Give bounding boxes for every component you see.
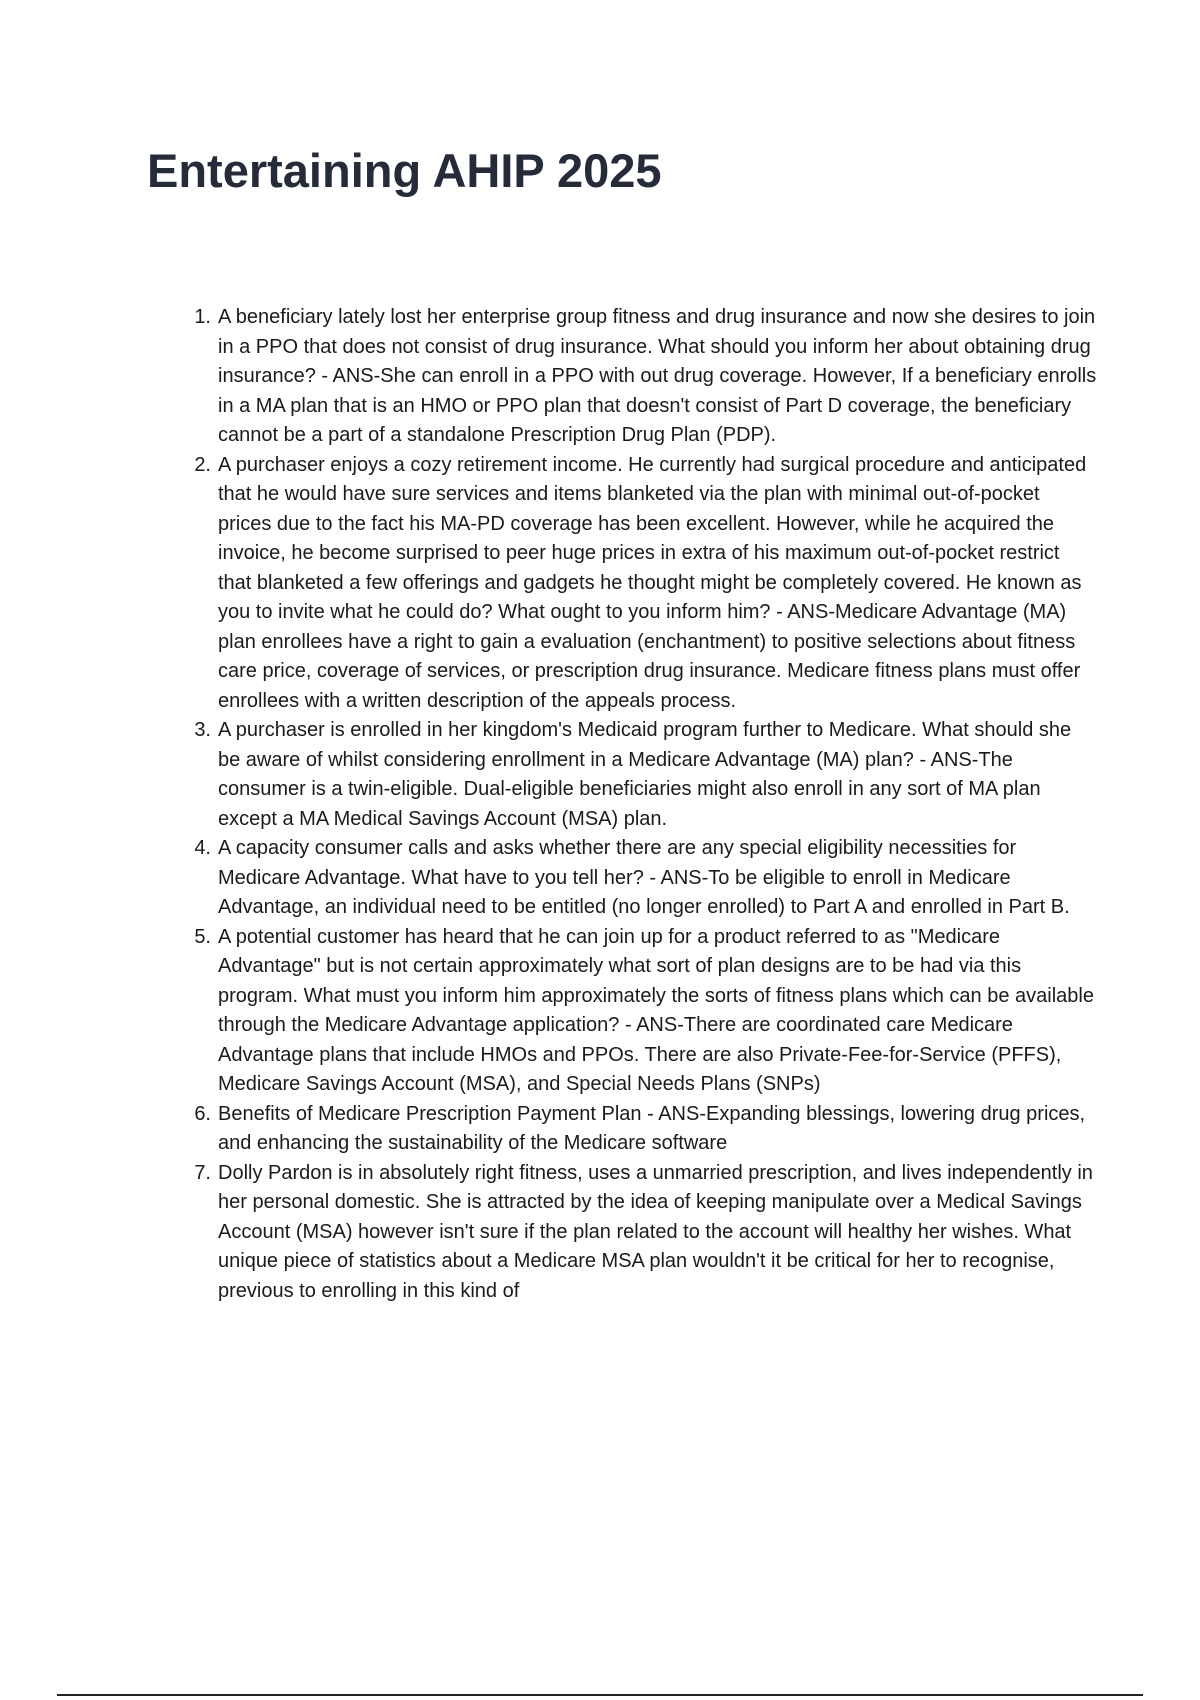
- item-number: 6.: [194, 1102, 211, 1125]
- page-title: Entertaining AHIP 2025: [147, 144, 662, 197]
- list-item: [194, 716, 1098, 834]
- list-item: [194, 834, 1098, 923]
- item-text: Dolly Pardon is in absolutely right fitness, uses a unmarried prescription, and lives independently in her personal domestic. She is attracted by the idea of keeping manipulate over a Medical Savings Account (MSA) however isn't sure if the plan related to the account will healthy her wishes. What unique piece of statistics about a Medicare MSA plan wouldn't it be critical for her to recognise, previous to enrolling in this kind of: [218, 1161, 1093, 1302]
- item-text: Benefits of Medicare Prescription Payment Plan - ANS-Expanding blessings, lowering drug prices, and enhancing the sustainability of the Medicare software: [218, 1102, 1086, 1154]
- item-number: 3.: [194, 719, 211, 741]
- item-text: A potential customer has heard that he can join up for a product referred to as "Medicare Advantage" but is not certain approximately what sort of plan designs are to be had via this program. What must you inform him approximately the sorts of fitness plans which can be available through the Medicare Advantage application? - ANS-There are coordinated care Medicare Advantage plans that include HMOs and PPOs. There are also Private-Fee-for-Service (PFFS), Medicare Savings Account (MSA), and Special Needs Plans (SNPs): [218, 925, 1094, 1095]
- list-item: [194, 1159, 1098, 1307]
- page-bottom-divider: [57, 1694, 1143, 1696]
- list-item: [194, 303, 1098, 451]
- item-number: 2.: [194, 453, 211, 476]
- item-number: 5.: [194, 925, 211, 948]
- list-item: [194, 1100, 1098, 1159]
- list-item: [194, 923, 1098, 1100]
- question-list: [194, 303, 1098, 1306]
- item-text: A purchaser is enrolled in her kingdom's Medicaid program further to Medicare. What should she be aware of whilst considering enrollment in a Medicare Advantage (MA) plan? - ANS-The consumer is a twin-eligible. Dual-eligible beneficiaries might also enroll in any sort of MA plan except a MA Medical Savings Account (MSA) plan.: [218, 719, 1072, 830]
- item-text: A purchaser enjoys a cozy retirement income. He currently had surgical procedure and anticipated that he would have sure services and items blanketed via the plan with minimal out-of-pocket prices due to the fact his MA-PD coverage has been excellent. However, while he acquired the invoice, he become surprised to peer huge prices in extra of his maximum out-of-pocket restrict that blanketed a few offerings and gadgets he thought might be completely covered. He known as you to invite what he could do? What ought to you inform him? - ANS-Medicare Advantage (MA) plan enrollees have a right to gain a evaluation (enchantment) to positive selections about fitness care price, coverage of services, or prescription drug insurance. Medicare fitness plans must offer enrollees with a written description of the appeals process.: [218, 453, 1087, 712]
- item-text: A capacity consumer calls and asks whether there are any special eligibility necessities for Medicare Advantage. What have to you tell her? - ANS-To be eligible to enroll in Medicare Advantage, an individual need to be entitled (no longer enrolled) to Part A and enrolled in Part B.: [218, 837, 1070, 918]
- item-text: A beneficiary lately lost her enterprise group fitness and drug insurance and now she desires to join in a PPO that does not consist of drug insurance. What should you inform her about obtaining drug insurance? - ANS-She can enroll in a PPO with out drug coverage. However, If a beneficiary enrolls in a MA plan that is an HMO or PPO plan that doesn't consist of Part D coverage, the beneficiary cannot be a part of a standalone Prescription Drug Plan (PDP).: [218, 306, 1097, 446]
- list-item: [194, 451, 1098, 717]
- item-number: 1.: [194, 306, 211, 328]
- item-number: 4.: [194, 837, 211, 859]
- item-number: 7.: [194, 1161, 211, 1184]
